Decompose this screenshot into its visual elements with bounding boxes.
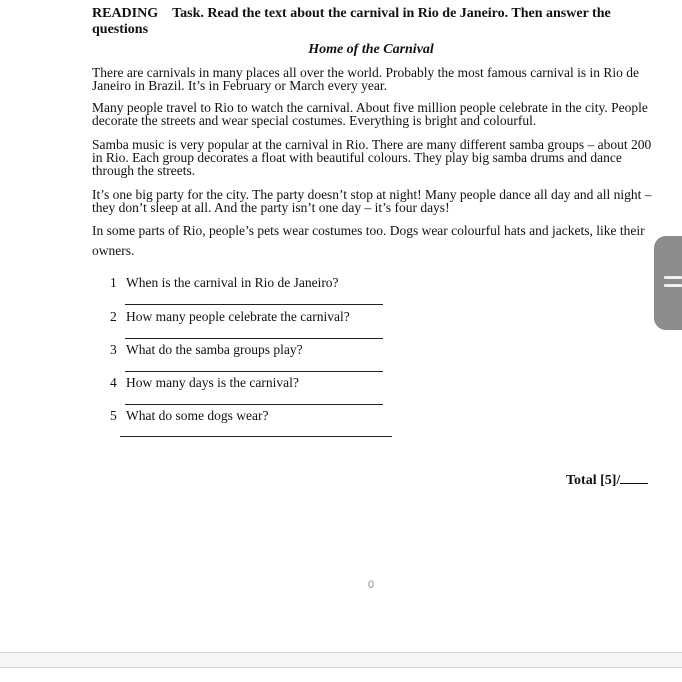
question-2 (110, 309, 350, 325)
question-number: 5 (110, 408, 117, 423)
paragraph-1: There are carnivals in many places all over the world. Probably the most famous carnival is in Rio de Janeiro in Brazil. It’s in February or March every year. (92, 65, 639, 93)
bottom-scroll-bar[interactable] (0, 652, 682, 668)
total-label: Total [5]/ (566, 473, 621, 488)
answer-line-4 (125, 404, 383, 405)
question-text: What do the samba groups play? (126, 342, 303, 357)
paragraph-3: Samba music is very popular at the carnival in Rio. There are many different samba groups – about 200 in Rio. Each group decorates a float with beautiful colours. They play big samba drums and dance through the streets. (92, 137, 652, 178)
answer-line-3 (125, 371, 383, 372)
question-number: 1 (110, 275, 117, 290)
question-text: How many people celebrate the carnival? (126, 309, 350, 324)
task-instruction: Task. Read the text about the carnival in Rio de Janeiro. Then answer the questions (92, 6, 611, 37)
question-3 (110, 342, 303, 358)
question-1 (110, 275, 339, 291)
total-blank (620, 470, 648, 484)
question-text: What do some dogs wear? (126, 408, 269, 423)
grip-icon (664, 276, 682, 279)
paragraph-5: In some parts of Rio, people’s pets wear costumes too. Dogs wear colourful hats and jackets, like their owners. (92, 223, 645, 258)
page-number: 0 (367, 579, 375, 591)
reading-label: READING (92, 6, 159, 21)
paragraph-2: Many people travel to Rio to watch the carnival. About five million people celebrate in the city. People decorate the streets and wear special costumes. Everything is bright and colourful. (92, 100, 648, 128)
side-panel-handle[interactable] (654, 236, 682, 330)
text-title: Home of the Carnival (308, 42, 434, 57)
answer-line-1 (125, 304, 383, 305)
question-5 (110, 408, 268, 424)
question-number: 2 (110, 309, 117, 324)
task-heading (92, 6, 652, 38)
paragraph-4: It’s one big party for the city. The party doesn’t stop at night! Many people dance all day and all night – they don’t sleep at all. And the party isn’t one day – it’s four days! (92, 187, 652, 215)
answer-line-5 (120, 436, 392, 437)
grip-icon (664, 284, 682, 287)
question-number: 4 (110, 375, 117, 390)
question-text: How many days is the carnival? (126, 375, 299, 390)
question-4 (110, 375, 299, 391)
answer-line-2 (125, 338, 383, 339)
total-score (566, 470, 648, 489)
question-text: When is the carnival in Rio de Janeiro? (126, 275, 339, 290)
question-number: 3 (110, 342, 117, 357)
